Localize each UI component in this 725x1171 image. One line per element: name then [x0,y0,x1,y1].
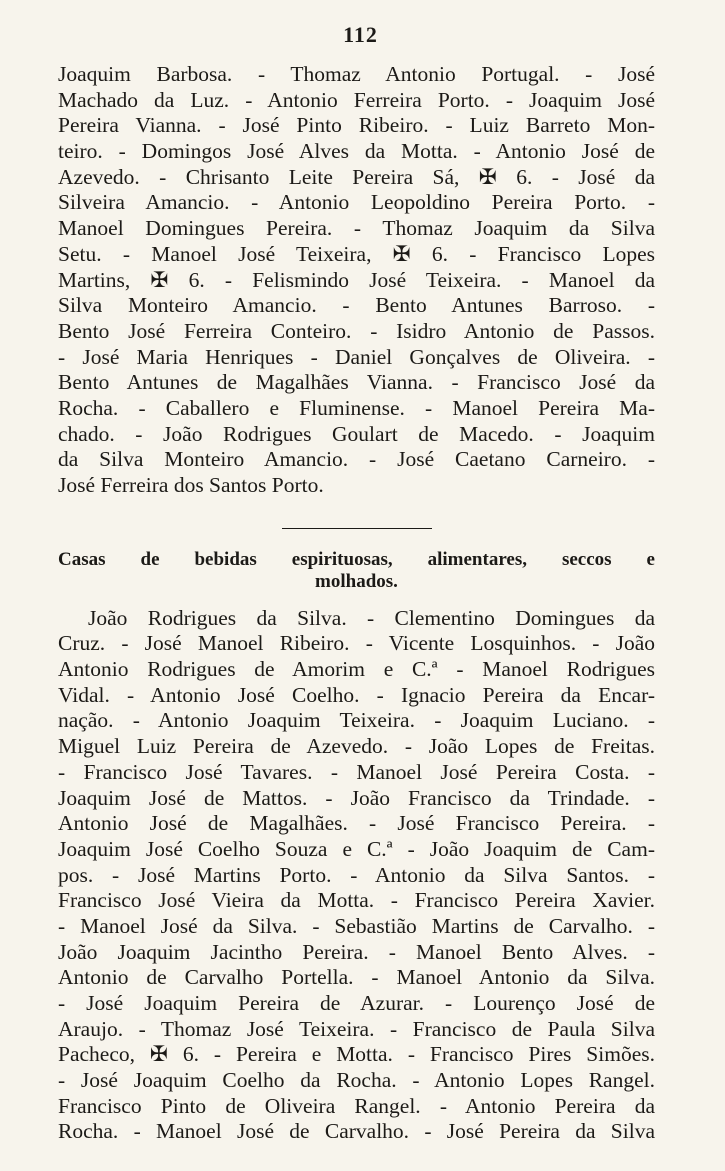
text-line: Rocha. - Manoel José de Carvalho. - José Pereira da Silva [58,1119,655,1144]
text-line: Pereira Vianna. - José Pinto Ribeiro. - Luiz Barreto Mon- [58,113,655,138]
text-line: - José Joaquim Coelho da Rocha. - Antonio Lopes Rangel. [58,1068,655,1093]
text-line: Manoel Domingues Pereira. - Thomaz Joaquim da Silva [58,216,655,241]
text-line: Antonio José de Magalhães. - José Francisco Pereira. - [58,811,655,836]
text-line: Pacheco, ✠ 6. - Pereira e Motta. - Francisco Pires Simões. [58,1042,655,1067]
text-line: Antonio Rodrigues de Amorim e C.ª - Manoel Rodrigues [58,657,655,682]
section-heading-line: Casas de bebidas espirituosas, alimentares, seccos e [58,548,655,570]
section-heading-line: molhados. [315,570,398,592]
text-line: Martins, ✠ 6. - Felismindo José Teixeira. - Manoel da [58,267,655,292]
text-line: Araujo. - Thomaz José Teixeira. - Francisco de Paula Silva [58,1016,655,1041]
text-line: chado. - João Rodrigues Goulart de Macedo. - Joaquim [58,421,655,446]
text-line: João Joaquim Jacintho Pereira. - Manoel Bento Alves. - [58,939,655,964]
text-line: teiro. - Domingos José Alves da Motta. - Antonio José de [58,139,655,164]
text-line: - José Maria Henriques - Daniel Gonçalves de Oliveira. - [58,344,655,369]
text-line: - Francisco José Tavares. - Manoel José Pereira Costa. - [58,759,655,784]
text-line: Bento José Ferreira Conteiro. - Isidro Antonio de Passos. [58,318,655,343]
text-line: Cruz. - José Manoel Ribeiro. - Vicente Losquinhos. - João [58,631,655,656]
text-line: Joaquim José Coelho Souza e C.ª - João Joaquim de Cam- [58,836,655,861]
text-line: Azevedo. - Chrisanto Leite Pereira Sá, ✠ 6. - José da [58,164,655,189]
text-line: João Rodrigues da Silva. - Clementino Domingues da [88,605,655,630]
text-line: - Manoel José da Silva. - Sebastião Martins de Carvalho. - [58,913,655,938]
text-line: Vidal. - Antonio José Coelho. - Ignacio Pereira da Encar- [58,682,655,707]
section-heading [58,549,655,593]
text-line: Silveira Amancio. - Antonio Leopoldino Pereira Porto. - [58,190,655,215]
section-merchant-list [58,62,655,499]
text-line: Machado da Luz. - Antonio Ferreira Porto. - Joaquim José [58,87,655,112]
text-line: Miguel Luiz Pereira de Azevedo. - João Lopes de Freitas. [58,734,655,759]
text-line: José Ferreira dos Santos Porto. [58,473,324,497]
text-line: Joaquim Barbosa. - Thomaz Antonio Portugal. - José [58,62,655,86]
text-line: pos. - José Martins Porto. - Antonio da Silva Santos. - [58,862,655,887]
text-line: Antonio de Carvalho Portella. - Manoel Antonio da Silva. [58,965,655,990]
text-line: Bento Antunes de Magalhães Vianna. - Francisco José da [58,370,655,395]
text-line: Silva Monteiro Amancio. - Bento Antunes Barroso. - [58,293,655,318]
text-line: Francisco José Vieira da Motta. - Francisco Pereira Xavier. [58,888,655,913]
text-line: - José Joaquim Pereira de Azurar. - Lourenço José de [58,991,655,1015]
text-line: da Silva Monteiro Amancio. - José Caetano Carneiro. - [58,447,655,472]
text-line: nação. - Antonio Joaquim Teixeira. - Joaquim Luciano. - [58,708,655,733]
section-divider [282,528,432,529]
section-drink-houses-list [58,606,655,1145]
page-number: 112 [343,22,378,47]
text-line: Rocha. - Caballero e Fluminense. - Manoel Pereira Ma- [58,395,655,420]
text-line: Joaquim José de Mattos. - João Francisco da Trindade. - [58,785,655,810]
text-line: Francisco Pinto de Oliveira Rangel. - Antonio Pereira da [58,1093,655,1118]
text-line: Setu. - Manoel José Teixeira, ✠ 6. - Francisco Lopes [58,241,655,266]
